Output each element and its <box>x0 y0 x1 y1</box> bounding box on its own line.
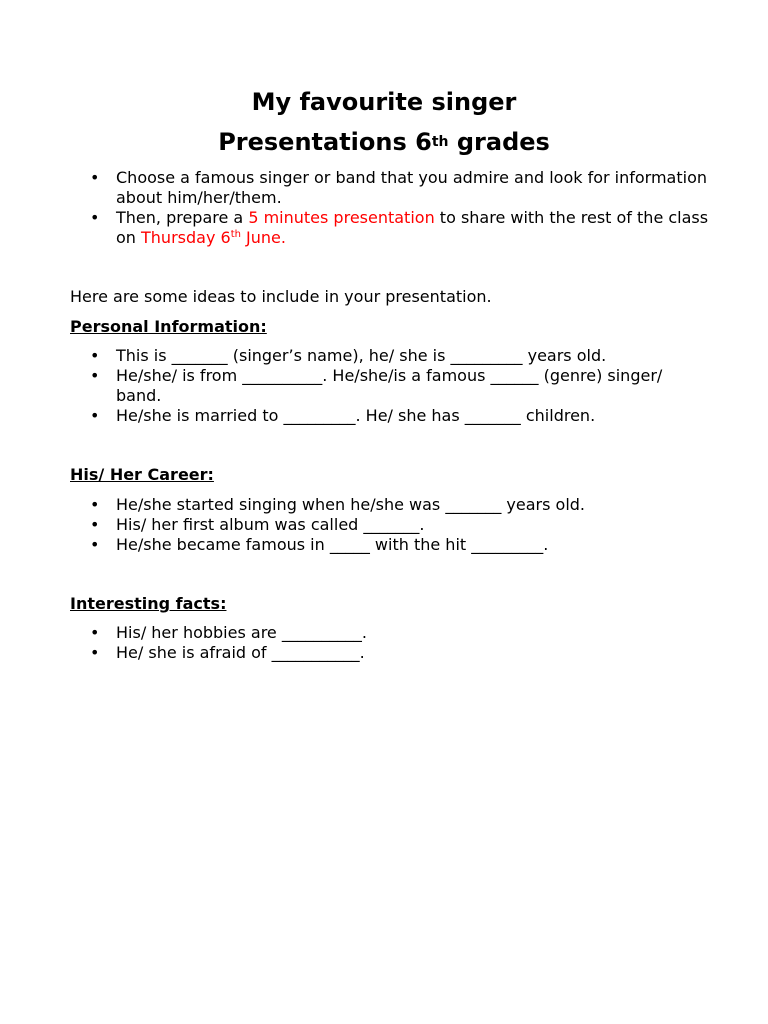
bullet-icon: • <box>90 366 100 385</box>
bullet-icon: • <box>90 495 100 514</box>
intro-bullet-text-a: Then, prepare a <box>116 208 249 227</box>
list-item <box>70 495 710 515</box>
list-item <box>70 366 710 406</box>
list-item-text: He/she became famous in _____ with the hit _________. <box>116 535 549 554</box>
list-item-text: He/ she is afraid of ___________. <box>116 643 365 662</box>
intro-bullet-list <box>70 168 710 251</box>
list-item <box>70 515 710 535</box>
list-item-text: He/she is married to _________. He/ she has _______ children. <box>116 406 596 425</box>
list-item <box>70 535 710 555</box>
career-bullet-list <box>70 495 710 555</box>
highlight-date-b: June. <box>240 228 286 247</box>
list-item <box>70 643 710 663</box>
intro-bullet-item <box>70 208 710 251</box>
section-heading-career: His/ Her Career: <box>70 465 214 484</box>
list-item <box>70 623 710 643</box>
bullet-icon: • <box>90 208 100 227</box>
title-line-1: My favourite singer <box>251 88 517 116</box>
document-title <box>0 88 768 116</box>
bullet-icon: • <box>90 515 100 534</box>
section-heading-personal: Personal Information: <box>70 317 267 336</box>
bullet-icon: • <box>90 535 100 554</box>
list-item <box>70 346 710 366</box>
list-item-text: His/ her first album was called _______. <box>116 515 425 534</box>
ideas-intro-text: Here are some ideas to include in your presentation. <box>70 287 492 306</box>
subtitle-main: Presentations 6 <box>218 128 432 156</box>
intro-bullet-text-b: to share with the rest of the class on <box>116 208 709 247</box>
highlight-date-superscript: th <box>230 229 241 240</box>
facts-bullet-list <box>70 623 710 663</box>
list-item <box>70 406 710 426</box>
bullet-icon: • <box>90 406 100 425</box>
bullet-icon: • <box>90 168 100 187</box>
intro-bullet-item <box>70 168 710 208</box>
list-item-text: This is _______ (singer’s name), he/ she is _________ years old. <box>116 346 607 365</box>
list-item-text: His/ her hobbies are __________. <box>116 623 367 642</box>
highlight-duration: 5 minutes presentation <box>248 208 435 227</box>
list-item-text: He/she/ is from __________. He/she/is a famous ______ (genre) singer/ band. <box>116 366 663 405</box>
personal-bullet-list <box>70 346 710 426</box>
subtitle-superscript: th <box>431 134 449 150</box>
intro-bullet-text: Choose a famous singer or band that you admire and look for information about him/her/them. <box>116 168 708 207</box>
highlight-date <box>141 228 286 247</box>
bullet-icon: • <box>90 623 100 642</box>
bullet-icon: • <box>90 643 100 662</box>
document-subtitle <box>0 128 768 156</box>
section-heading-facts: Interesting facts: <box>70 594 227 613</box>
subtitle-end: grades <box>448 128 550 156</box>
list-item-text: He/she started singing when he/she was _______ years old. <box>116 495 585 514</box>
highlight-date-a: Thursday 6 <box>141 228 231 247</box>
bullet-icon: • <box>90 346 100 365</box>
